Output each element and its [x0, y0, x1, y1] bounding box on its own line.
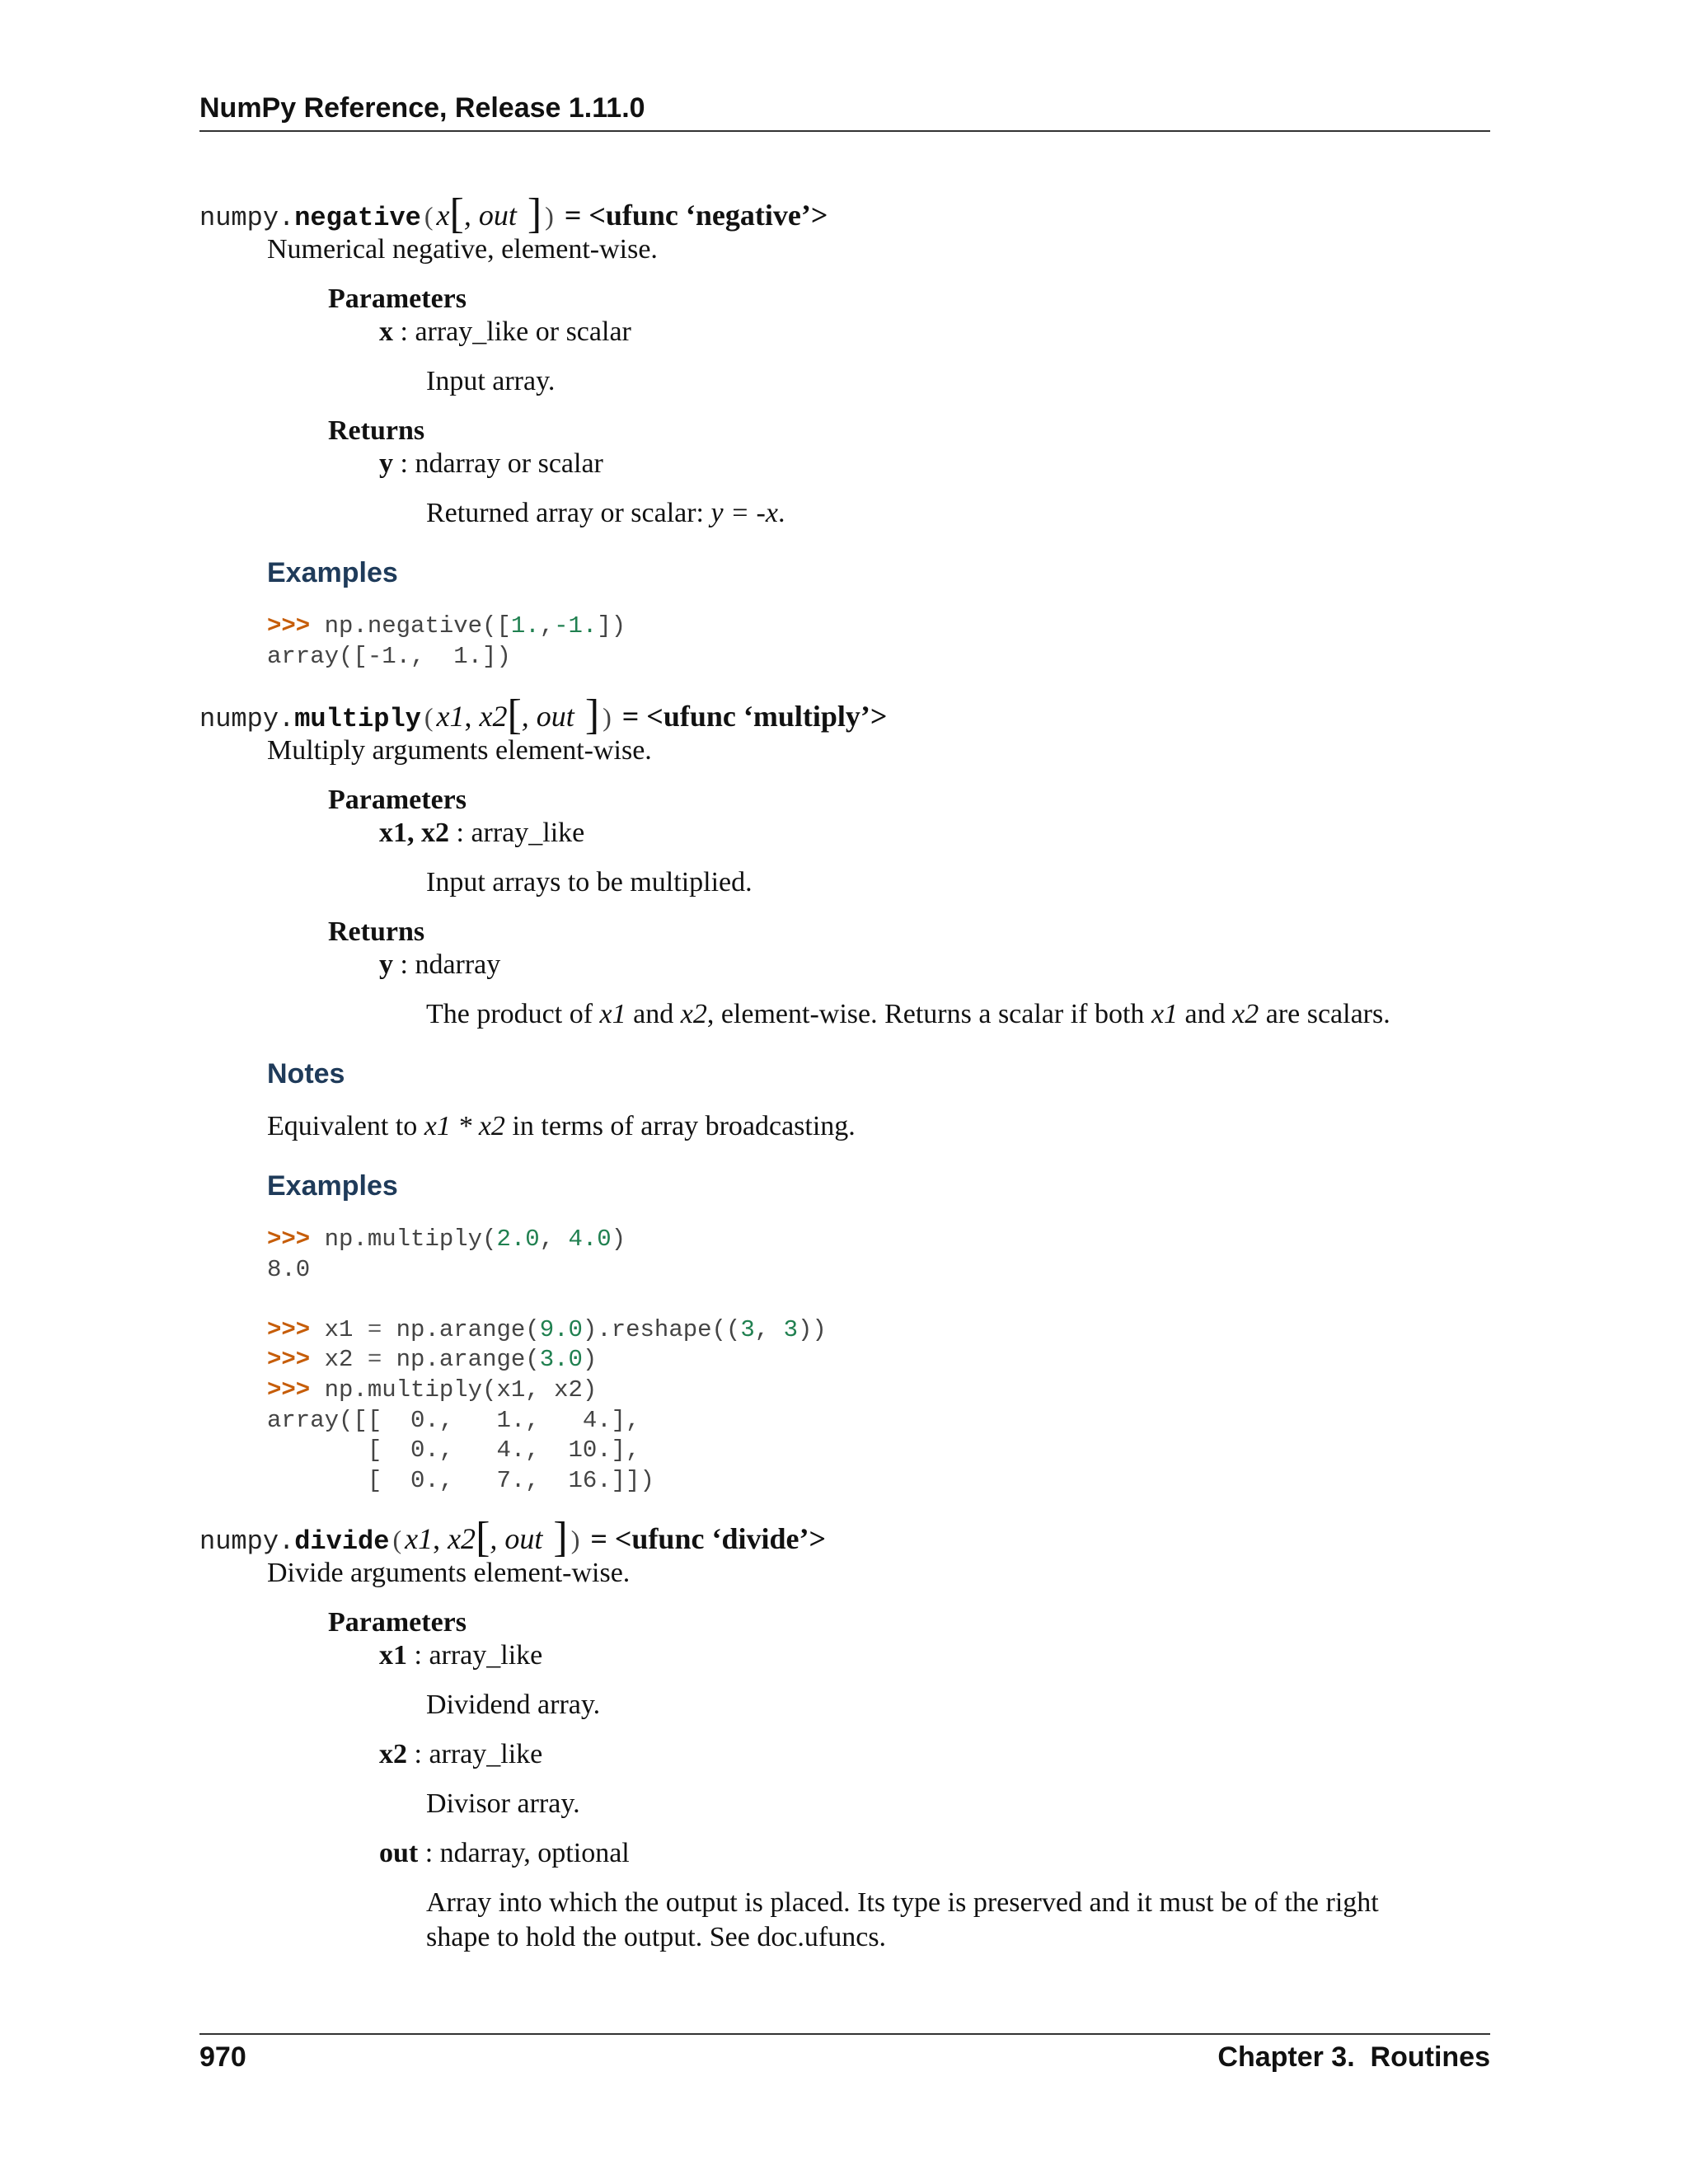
negative-return-y: [379, 448, 603, 480]
return-desc-text: Returned array or scalar:: [426, 498, 711, 528]
code-text: ,: [539, 1226, 569, 1253]
text-run: and: [1178, 999, 1233, 1029]
multiply-param-x1-x2: [379, 818, 584, 849]
sig-function-name: multiply: [294, 704, 421, 734]
negative-code-block: [267, 612, 626, 672]
code-text: ,: [754, 1315, 784, 1343]
param-type: : array_like or scalar: [393, 316, 631, 347]
multiply-notes-text: [267, 1111, 856, 1142]
code-text: ]): [597, 612, 626, 640]
code-output: [ 0., 7., 16.]]): [267, 1466, 654, 1494]
param-name: x: [379, 316, 393, 347]
return-type: : ndarray or scalar: [393, 448, 603, 479]
code-number: -1.: [554, 612, 598, 640]
sig-function-name: negative: [294, 203, 421, 233]
multiply-returns-title: Returns: [328, 916, 425, 947]
code-prompt: >>>: [267, 1376, 325, 1404]
param-name: out: [379, 1838, 419, 1868]
code-operator: =: [367, 1346, 382, 1374]
divide-param-x1: [379, 1640, 542, 1671]
multiply-signature: numpy.multiply ( x1, x2[, out ] ) = <ufunc ‘multiply’>: [199, 691, 888, 738]
return-name: y: [379, 448, 393, 479]
code-prompt: >>>: [267, 1226, 325, 1253]
negative-parameters-title: Parameters: [328, 284, 467, 314]
code-output: 8.0: [267, 1255, 311, 1283]
divide-param-out: [379, 1838, 630, 1869]
footer-rule: [199, 2033, 1490, 2035]
code-number: 1.: [510, 612, 540, 640]
code-text: np.multiply(: [324, 1226, 497, 1253]
divide-param-x1-desc: Dividend array.: [426, 1690, 601, 1720]
sig-ufunc: = <ufunc ‘multiply’>: [621, 700, 888, 733]
negative-returns-title: Returns: [328, 415, 425, 446]
code-text: x1: [324, 1315, 368, 1343]
divide-parameters-title: Parameters: [328, 1607, 467, 1638]
param-type: : array_like: [449, 818, 585, 848]
return-desc-math: y = -x: [710, 498, 778, 528]
code-text: np.multiply(x1, x2): [324, 1376, 598, 1404]
sig-module: numpy.: [199, 203, 295, 233]
negative-summary: Numerical negative, element-wise.: [267, 234, 658, 265]
sig-optional-arg: , out: [463, 199, 517, 232]
negative-param-x: [379, 316, 631, 348]
text-run: in terms of array broadcasting.: [504, 1111, 856, 1141]
math-var: x1: [599, 999, 626, 1029]
text-run: Equivalent to: [267, 1111, 424, 1141]
code-prompt: >>>: [267, 612, 325, 640]
sig-optional-arg: , out: [490, 1522, 543, 1555]
return-desc-suffix: .: [777, 498, 785, 528]
sig-arg: x2: [448, 1522, 476, 1555]
negative-return-desc: [426, 496, 785, 531]
text-run: The product of: [426, 999, 600, 1029]
sig-arg: x2: [479, 700, 508, 733]
code-prompt: >>>: [267, 1346, 325, 1374]
text-run: , element-wise. Returns a scalar if both: [706, 999, 1151, 1029]
chapter-title: Chapter 3. Routines: [1217, 2041, 1490, 2073]
code-text: np.negative([: [324, 612, 511, 640]
code-prompt: >>>: [267, 1315, 325, 1343]
desc-line: Array into which the output is placed. Its type is preserved and it must be of the right: [426, 1887, 1379, 1918]
code-number: 9.0: [539, 1315, 583, 1343]
code-number: 3: [740, 1315, 755, 1343]
divide-signature: numpy.divide ( x1, x2[, out ] ) = <ufunc ‘divide’>: [199, 1514, 826, 1561]
divide-param-x2: [379, 1739, 542, 1770]
param-name: x1, x2: [379, 818, 449, 848]
math-var: x1: [1151, 999, 1179, 1029]
code-number: 3.0: [539, 1346, 583, 1374]
negative-signature: numpy.negative ( x[, out ] ) = <ufunc ‘negative’>: [199, 190, 828, 237]
param-name: x1: [379, 1640, 407, 1671]
sig-arg: x1: [436, 700, 465, 733]
sig-module: numpy.: [199, 1526, 295, 1557]
code-operator: =: [367, 1315, 382, 1343]
multiply-param-desc: Input arrays to be multiplied.: [426, 867, 753, 898]
math-var: x2: [680, 999, 707, 1029]
multiply-parameters-title: Parameters: [328, 785, 467, 815]
code-text: ): [582, 1346, 598, 1374]
header-rule: [199, 130, 1490, 132]
param-type: : ndarray, optional: [418, 1838, 630, 1868]
param-name: x2: [379, 1739, 407, 1769]
code-number: 2.0: [496, 1226, 540, 1253]
multiply-examples-title: Examples: [267, 1170, 398, 1202]
math-var: x2: [1232, 999, 1259, 1029]
code-output: array([[ 0., 1., 4.],: [267, 1406, 640, 1434]
code-text: np.arange(: [382, 1346, 540, 1374]
return-type: : ndarray: [393, 949, 501, 980]
code-text: np.arange(: [382, 1315, 540, 1343]
sig-ufunc: = <ufunc ‘negative’>: [564, 199, 828, 232]
negative-param-x-desc: Input array.: [426, 366, 556, 396]
code-text: )): [797, 1315, 827, 1343]
multiply-return-y: [379, 949, 500, 981]
sig-ufunc: = <ufunc ‘divide’>: [590, 1522, 826, 1555]
code-number: 4.0: [568, 1226, 612, 1253]
multiply-return-desc: [426, 997, 1390, 1032]
code-text: ): [611, 1226, 626, 1253]
code-text: ,: [539, 612, 555, 640]
code-output: array([-1., 1.]): [267, 642, 511, 670]
code-text: ).reshape((: [582, 1315, 741, 1343]
return-name: y: [379, 949, 393, 980]
text-run: are scalars.: [1259, 999, 1390, 1029]
sig-function-name: divide: [294, 1526, 390, 1557]
page-number: 970: [199, 2041, 246, 2073]
desc-line: shape to hold the output. See doc.ufuncs.: [426, 1922, 887, 1952]
param-type: : array_like: [407, 1640, 543, 1671]
negative-examples-title: Examples: [267, 557, 398, 588]
sig-module: numpy.: [199, 704, 295, 734]
multiply-summary: Multiply arguments element-wise.: [267, 735, 652, 766]
code-output: [ 0., 4., 10.],: [267, 1436, 640, 1465]
code-text: x2: [324, 1346, 368, 1374]
text-run: and: [626, 999, 681, 1029]
sig-arg: x: [436, 199, 450, 232]
divide-summary: Divide arguments element-wise.: [267, 1558, 631, 1588]
code-number: 3: [783, 1315, 798, 1343]
math-expression: x1 * x2: [424, 1111, 505, 1141]
sig-arg: x1: [405, 1522, 434, 1555]
divide-param-out-desc: [426, 1886, 1379, 1955]
multiply-notes-title: Notes: [267, 1058, 345, 1090]
param-type: : array_like: [407, 1739, 543, 1769]
running-header: NumPy Reference, Release 1.11.0: [199, 92, 645, 124]
sig-optional-arg: , out: [521, 700, 574, 733]
divide-param-x2-desc: Divisor array.: [426, 1788, 580, 1819]
multiply-code-block: [267, 1225, 827, 1496]
